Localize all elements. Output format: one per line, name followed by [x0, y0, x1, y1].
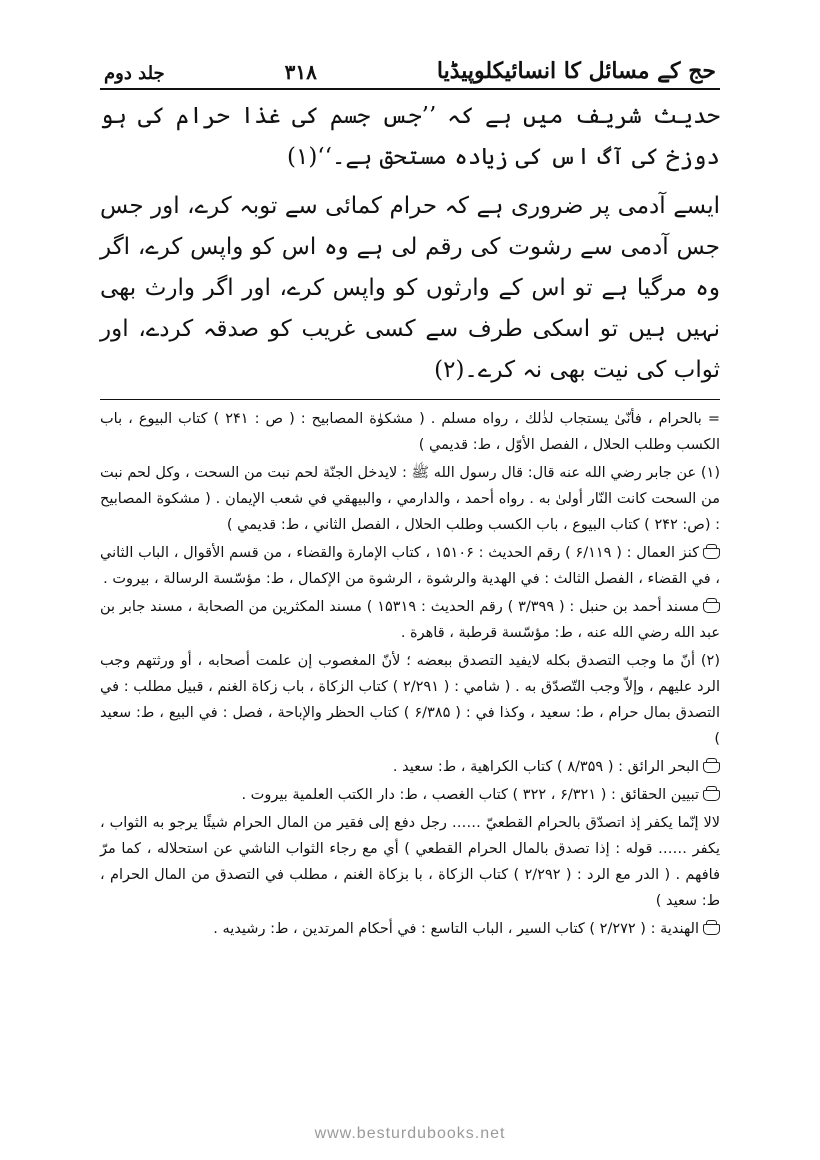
main-paragraph-ruling: ایسے آدمی پر ضروری ہے کہ حرام کمائی سے توبہ کرے، اور جس جس آدمی سے رشوت کی رقم لی ہے وہ اس کو واپس کرے، اگر وہ مرگیا ہے تو اس کے وارثوں کو واپس کرے، اور اگر وارث بھی نہیں ہیں تو اسکی طرف سے کسی غریب کو صدقہ کردے، اور ثواب کی نیت بھی نہ کرے۔(۲)	[100, 193, 720, 383]
footnote-item	[100, 754, 720, 780]
book-title: حج کے مسائل کا انسائیکلوپیڈیا	[436, 58, 716, 84]
main-paragraph-hadith: حدیث شریف میں ہے کہ ’’جس جسم کی غذا حرام کی ہو دوزخ کی آگ اس کی زیادہ مستحق ہے۔‘‘(۱)	[100, 103, 720, 170]
book-reference-icon	[703, 790, 720, 801]
footnote-text: مسند أحمد بن حنبل : ( ۳/۳۹۹ ) رقم الحديث : ۱۵۳۱۹ ) مسند المكثرين من الصحابة ، مسند جابر بن عبد الله رضي الله عنه ، ط: مؤسّسة قرطبة ، قاهرة .	[100, 599, 720, 641]
footnote-text: (۱) عن جابر رضي الله عنه قال: قال رسول الله ﷺ : لايدخل الجنّة لحم نبت من السحت ، وكل لحم نبت من السحت كانت النّار أولىٰ به . رواه أحمد ، والدارمي ، والبيهقي في شعب الإيمان . ( مشكوة المصابيح : (ص: ۲۴۲ ) كتاب البيوع ، باب الكسب وطلب الحلال ، الفصل الثاني ، ط: قديمي )	[100, 465, 720, 533]
footnote-item	[100, 594, 720, 646]
footnote-text: كنز العمال : ( ۶/۱۱۹ ) رقم الحديث : ۱۵۱۰۶ ، كتاب الإمارة والقضاء ، من قسم الأقوال ، الباب الثاني ، في القضاء ، الفصل الثالث : في الهدية والرشوة ، الرشوة من الإكمال ، ط: مؤسّسة الرسالة ، بيروت .	[100, 545, 720, 587]
footnotes	[100, 406, 720, 942]
main-text	[100, 96, 720, 391]
footnote-item	[100, 782, 720, 808]
footnote-text: البحر الرائق : ( ۸/۳۵۹ ) كتاب الكراهية ، ط: سعيد .	[392, 759, 699, 775]
book-page	[100, 40, 720, 944]
book-reference-icon	[703, 762, 720, 773]
footnote-text: الهندية : ( ۲/۲۷۲ ) كتاب السير ، الباب التاسع : في أحكام المرتدين ، ط: رشيديه .	[213, 921, 699, 937]
footnote-item	[100, 406, 720, 458]
footnote-item	[100, 916, 720, 942]
footnote-item	[100, 460, 720, 538]
footnote-text: (۲) أنّ ما وجب التصدق بكله لايفيد التصدق ببعضه ؛ لأنّ المغصوب إن علمت أصحابه ، أو ورثتهم وجب الرد عليهم ، وإلاّ وجب التّصدّق به . ( شامي : ( ۲/۲۹۱ ) كتاب الزكاة ، باب زكاة الغنم ، قبيل مطلب : في التصدق بمال حرام ، ط: سعيد ، وكذا في : ( ۶/۳۸۵ ) كتاب الحظر والإباحة ، فصل : في البيع ، ط: سعيد )	[100, 653, 721, 747]
footnote-item	[100, 648, 720, 752]
volume-label: جلد دوم	[104, 63, 165, 84]
book-reference-icon	[703, 602, 720, 613]
page-number: ۳۱۸	[284, 60, 317, 84]
footnote-item	[100, 540, 720, 592]
book-reference-icon	[703, 924, 720, 935]
footnote-text: تبيين الحقائق : ( ۶/۳۲۱ ، ۳۲۲ ) كتاب الغصب ، ط: دار الكتب العلمية بيروت .	[241, 787, 699, 803]
book-reference-icon	[703, 548, 720, 559]
page-header	[100, 40, 720, 90]
footnote-text: = بالحرام ، فأنّىٰ يستجاب لذٰلك ، رواه مسلم . ( مشكوٰة المصابيح : ( ص : ۲۴۱ ) كتاب البيوع ، باب الكسب وطلب الحلال ، الفصل الأوّل ، ط: قديمي )	[100, 411, 720, 453]
footnote-text: ﻻﻻ إنّما يكفر إذ اتصدّق بالحرام القطعيّ …… رجل دفع إلى فقير من المال الحرام شيئًا يرجو به الثواب ، يكفر …… قوله : إذا تصدق بالمال الحرام القطعي ) أي مع رجاء الثواب الناشي عن استحلاله ، كما مرّ فافهم . ( الدر مع الرد : ( ۲/۲۹۲ ) كتاب الزكاة ، با بزكاة الغنم ، مطلب في التصدق من المال الحرام ، ط: سعيد )	[100, 815, 720, 909]
website-watermark[interactable]: www.besturdubooks.net	[314, 1125, 506, 1142]
footnote-divider	[100, 399, 720, 400]
footnote-item	[100, 810, 720, 914]
